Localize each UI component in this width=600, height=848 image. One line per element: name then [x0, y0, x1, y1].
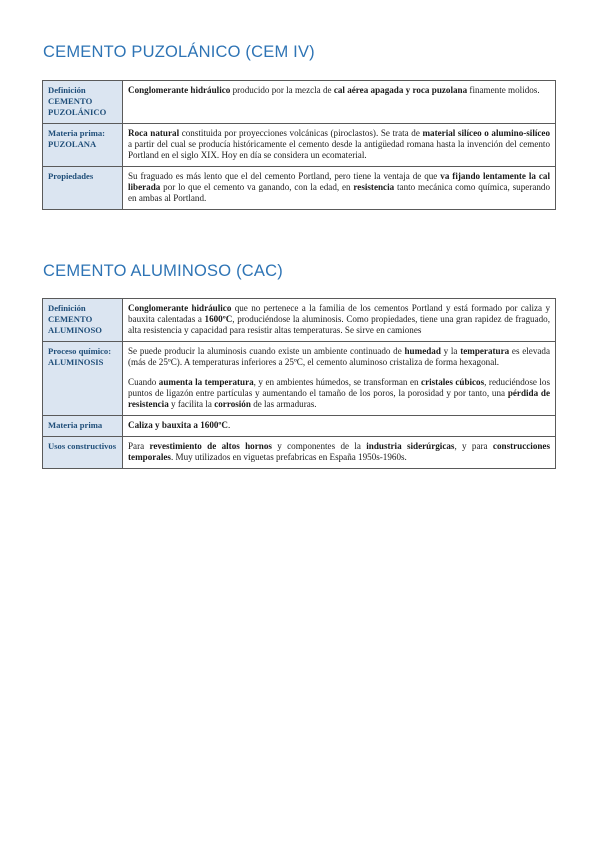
text-run: y componentes de la	[271, 441, 367, 451]
text-run: constituida por proyecciones volcánicas (piroclastos). Se trata de	[179, 128, 423, 138]
text-run: a partir del cual se producía históricamente el cemento desde la antigüedad romana hasta la invención del cemento Portland en el siglo XIX. Hoy en día se considera un ecomaterial.	[128, 139, 550, 160]
table-row	[43, 416, 556, 437]
text-run: que no pertenece a la familia de los cementos Portland y está formado por caliza y bauxita calentadas a	[128, 303, 550, 324]
row-paragraph	[128, 171, 550, 204]
table-row	[43, 437, 556, 469]
row-value	[123, 416, 556, 437]
text-run: , reduciéndose los puntos de ligazón entre partículas y aumentando el tamaño de los poros, la porosidad y por tanto, una	[128, 377, 550, 398]
bold-term: va fijando lentamente la cal liberada	[128, 171, 551, 192]
bold-term: Caliza y bauxita a 1600ºC	[128, 420, 229, 430]
bold-term: aumenta la temperatura	[158, 377, 254, 387]
row-label: Propiedades	[43, 167, 123, 210]
row-value	[123, 167, 556, 210]
row-label: Materia prima	[43, 416, 123, 437]
text-run: finamente molidos.	[467, 85, 540, 95]
row-paragraph	[128, 420, 550, 431]
text-run: Se puede producir la aluminosis cuando existe un ambiente continuado de	[128, 346, 405, 356]
text-run: , produciéndose la aluminosis. Como propiedades, tiene una gran rapidez de fraguado, alta resistencia y capacidad para resistir altas temperaturas. Se sirve en camiones	[128, 314, 550, 335]
text-run: de las armaduras.	[250, 399, 317, 409]
row-value	[123, 81, 556, 124]
table-aluminoso	[42, 298, 556, 469]
table-row	[43, 81, 556, 124]
row-paragraph	[128, 128, 550, 161]
text-run: .	[228, 420, 231, 430]
row-label: Materia prima: PUZOLANA	[43, 124, 123, 167]
text-run: Cuando	[128, 377, 159, 387]
bold-term: corrosión	[214, 399, 251, 409]
table-row	[43, 167, 556, 210]
row-value	[123, 299, 556, 342]
bold-term: temperatura	[460, 346, 510, 356]
bold-term: pérdida de resistencia	[128, 388, 551, 409]
row-label: Definición CEMENTO ALUMINOSO	[43, 299, 123, 342]
text-run: tanto mecánica como química, superando en ambas al Portland.	[128, 182, 550, 203]
row-label: Proceso químico: ALUMINOSIS	[43, 342, 123, 416]
bold-term: cal aérea apagada y roca puzolana	[333, 85, 468, 95]
table-row	[43, 124, 556, 167]
table-puzolanico	[42, 80, 556, 210]
text-run: , y en ambientes húmedos, se transforman en	[253, 377, 422, 387]
row-paragraph	[128, 346, 550, 368]
table-row	[43, 299, 556, 342]
bold-term: humedad	[404, 346, 441, 356]
row-paragraph	[128, 377, 550, 410]
row-label: Usos constructivos	[43, 437, 123, 469]
row-paragraph	[128, 303, 550, 336]
bold-term: Conglomerante hidráulico	[128, 85, 231, 95]
row-paragraph	[128, 441, 550, 463]
text-run: y la	[440, 346, 461, 356]
row-value	[123, 437, 556, 469]
row-value	[123, 124, 556, 167]
row-paragraph	[128, 85, 550, 96]
text-run: por lo que el cemento va ganando, con la edad, en	[160, 182, 354, 192]
text-run: Su fraguado es más lento que el del cemento Portland, pero tiene la ventaja de que	[128, 171, 441, 181]
text-run: , y para	[454, 441, 493, 451]
bold-term: industria siderúrgicas	[366, 441, 455, 451]
row-value	[123, 342, 556, 416]
bold-term: cristales cúbicos	[421, 377, 485, 387]
section-title-aluminoso: CEMENTO ALUMINOSO (CAC)	[43, 262, 283, 280]
bold-term: construcciones temporales	[128, 441, 551, 462]
text-run: . Muy utilizados en viguetas prefabricas en España 1950s-1960s.	[170, 452, 407, 462]
bold-term: 1600ºC	[204, 314, 233, 324]
bold-term: Roca natural	[128, 128, 180, 138]
bold-term: resistencia	[353, 182, 395, 192]
bold-term: material silíceo o alumino-silíceo	[422, 128, 551, 138]
section-title-puzolanico: CEMENTO PUZOLÁNICO (CEM IV)	[43, 43, 315, 61]
text-run: producido por la mezcla de	[230, 85, 334, 95]
row-label: Definición CEMENTO PUZOLÁNICO	[43, 81, 123, 124]
text-run: Para	[128, 441, 150, 451]
table-row	[43, 342, 556, 416]
text-run: y facilita la	[168, 399, 215, 409]
bold-term: Conglomerante hidráulico	[128, 303, 232, 313]
text-run: es elevada (más de 25ºC). A temperaturas inferiores a 25ºC, el cemento aluminoso cristaliza de forma hexagonal.	[128, 346, 551, 367]
bold-term: revestimiento de altos hornos	[149, 441, 272, 451]
